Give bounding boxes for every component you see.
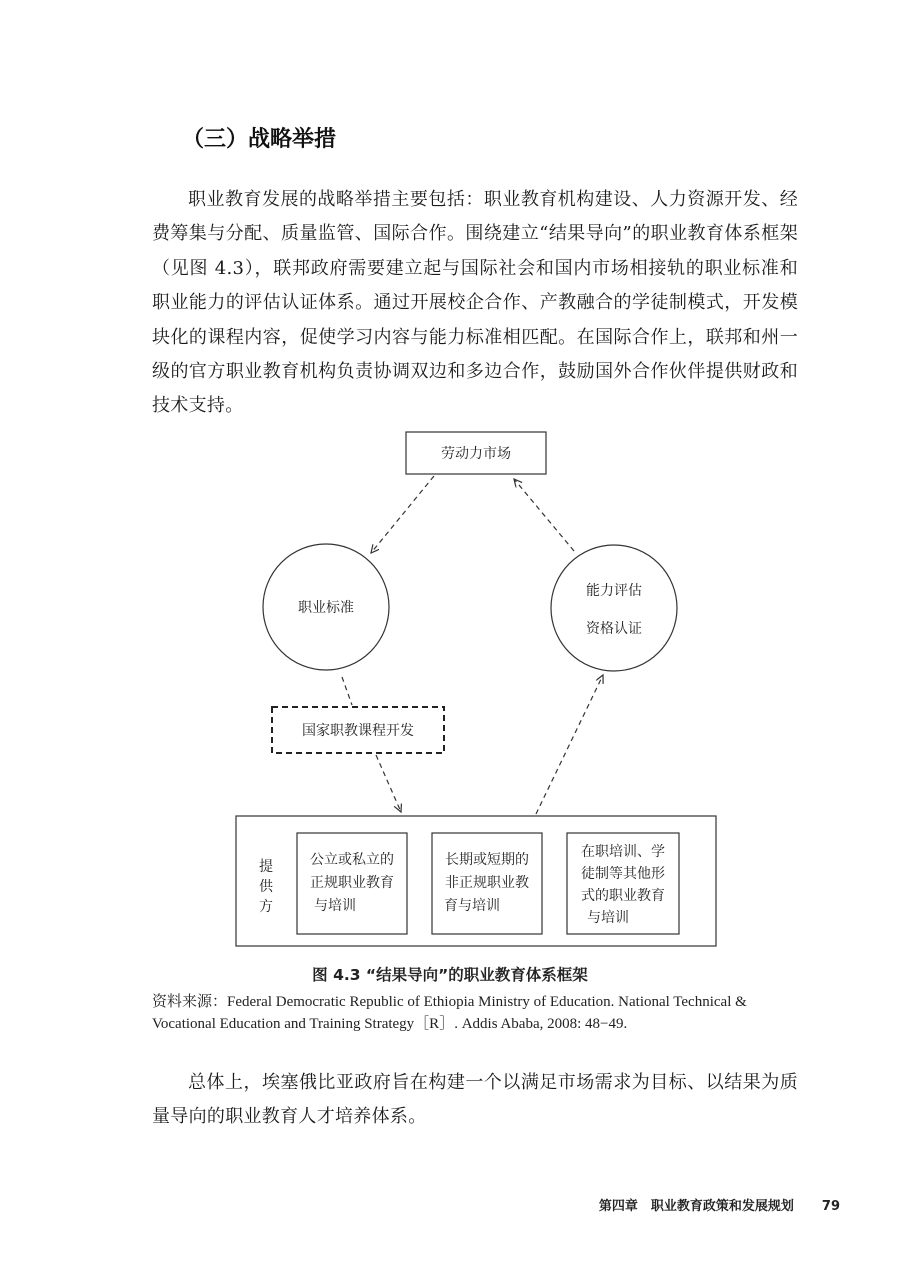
source-label: 资料来源： bbox=[152, 994, 228, 1010]
curriculum-development-label: 国家职教课程开发 bbox=[302, 723, 414, 739]
occupational-standards-label: 职业标准 bbox=[298, 600, 354, 616]
arrow-curriculum-to-providers bbox=[376, 755, 401, 812]
provider-box-nonformal-line-2: 非正规职业教 bbox=[445, 875, 529, 891]
provider-box-on-the-job-line-4: 与培训 bbox=[587, 910, 629, 926]
provider-box-nonformal-line-3: 育与培训 bbox=[444, 898, 500, 914]
connector-standards-to-curriculum bbox=[342, 677, 352, 705]
figure-caption: 图 4.3 “结果导向”的职业教育体系框架 bbox=[312, 966, 588, 984]
provider-box-on-the-job-line-3: 式的职业教育 bbox=[581, 888, 665, 904]
chapter-title: 第四章 职业教育政策和发展规划 bbox=[598, 1199, 794, 1214]
assessment-certification-circle bbox=[551, 545, 677, 671]
labor-market-label: 劳动力市场 bbox=[441, 446, 511, 462]
body-paragraph-1: 职业教育发展的战略举措主要包括：职业教育机构建设、人力资源开发、经费筹集与分配、质量监管、国际合作。围绕建立“结果导向”的职业教育体系框架（见图 4.3），联邦政府需要建立起与国际社会和国内市场相接轨的职业标准和职业能力的评估认证体系。通过开展校企合作、产教融合的学徒制模式，开发模块化的课程内容，促使学习内容与能力标准相匹配。在国际合作上，联邦和州一级的官方职业教育机构负责协调双边和多边合作，鼓励国外合作伙伴提供财政和技术支持。 bbox=[152, 189, 798, 417]
source-text: Federal Democratic Republic of Ethiopia Ministry of Education. National Technical & Vocational Education and Training Strategy［R］. Addis Ababa, 2008: 48−49. bbox=[152, 994, 747, 1032]
page-number: 79 bbox=[821, 1199, 840, 1214]
providers-label-char-3: 方 bbox=[259, 899, 273, 915]
arrow-market-to-standards bbox=[371, 476, 434, 553]
page-footer bbox=[0, 1195, 840, 1214]
provider-box-formal-line-3: 与培训 bbox=[314, 898, 356, 914]
framework-diagram bbox=[0, 420, 900, 955]
section-heading: （三）战略举措 bbox=[182, 127, 337, 152]
source-note bbox=[152, 991, 802, 1035]
assessment-label: 能力评估 bbox=[586, 583, 642, 599]
provider-box-formal-line-1: 公立或私立的 bbox=[310, 852, 394, 868]
arrow-assessment-to-market bbox=[514, 479, 574, 551]
provider-box-formal-line-2: 正规职业教育 bbox=[310, 875, 394, 891]
arrow-providers-to-assessment bbox=[536, 675, 603, 814]
providers-label-char-1: 提 bbox=[259, 859, 273, 875]
provider-box-on-the-job-line-2: 徒制等其他形 bbox=[581, 866, 665, 882]
body-paragraph-2: 总体上，埃塞俄比亚政府旨在构建一个以满足市场需求为目标、以结果为质量导向的职业教育人才培养体系。 bbox=[152, 1072, 798, 1128]
provider-box-on-the-job-line-1: 在职培训、学 bbox=[581, 844, 665, 860]
providers-label-char-2: 供 bbox=[259, 879, 273, 895]
provider-box-nonformal-line-1: 长期或短期的 bbox=[445, 852, 529, 868]
certification-label: 资格认证 bbox=[586, 621, 642, 637]
